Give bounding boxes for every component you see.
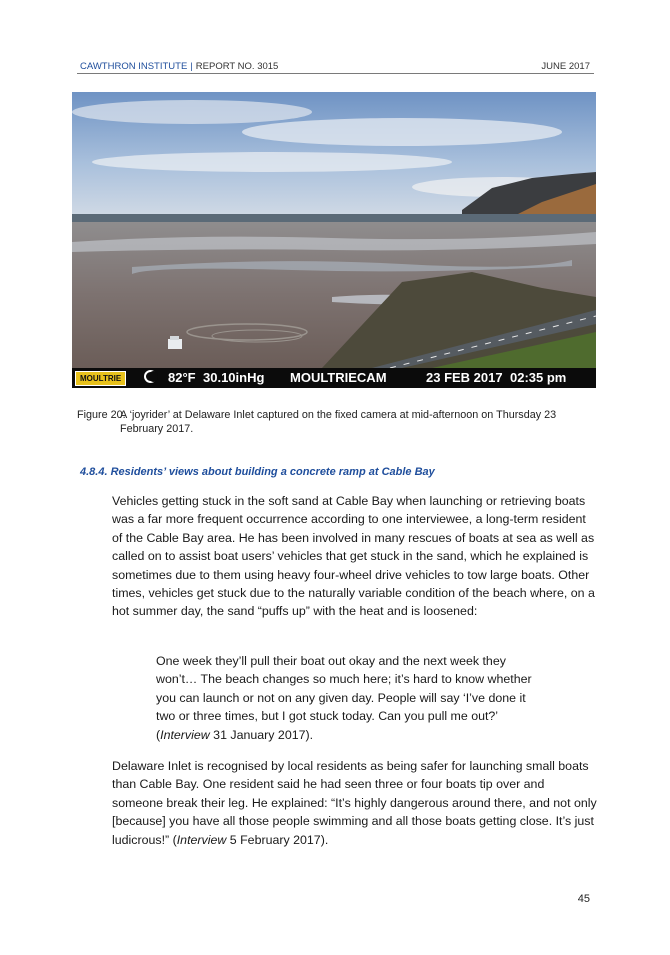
page-number: 45 — [577, 893, 590, 905]
header-separator: | — [190, 61, 193, 72]
figure-photo — [72, 92, 596, 388]
figure-caption-text: A ‘joyrider’ at Delaware Inlet captured on the fixed camera at mid-afternoon on Thursday 23 February 2017. — [120, 409, 557, 435]
quote-text: One week they’ll pull their boat out okay and the next week they won’t… The beach changes so much here; it’s hard to know whether you can launch or not on any given day. People will say ‘I’ve done it two or three times, but I got stuck today. Can you pull me out?’ ( — [156, 654, 532, 742]
header-org: CAWTHRON INSTITUTE — [80, 61, 188, 72]
header-left — [80, 61, 278, 72]
quote-citation-date: 31 January 2017). — [209, 727, 314, 742]
stamp-date: 23 FEB 2017 — [426, 370, 503, 385]
figure-caption — [77, 408, 595, 436]
paragraph-2-text: Delaware Inlet is recognised by local residents as being safer for launching small boats than Cable Bay. One resident said he had seen three or four boats tip over and someone break their leg. He explained: “It’s highly dangerous around there, and not only [because] you have all those people swimming and all those boats getting close. It’s just ludicrous!” ( — [112, 759, 597, 847]
body-paragraph-2 — [112, 757, 598, 849]
stamp-camera-name: MOULTRIECAM — [290, 370, 387, 385]
quote-citation-italic: Interview — [160, 727, 210, 742]
car-shape — [168, 339, 182, 349]
moon-phase-icon — [144, 370, 157, 383]
header-report-number: REPORT NO. 3015 — [195, 61, 279, 72]
stamp-temperature: 82°F — [168, 370, 196, 385]
body-paragraph-1: Vehicles getting stuck in the soft sand at Cable Bay when launching or retrieving boats was a far more frequent occurrence according to one interviewee, a long-term resident of the Cable Bay area. He has been involved in many rescues of boats at sea as well as called on to assist boat users’ vehicles that get stuck in the sand, which he explained is sometimes due to them using heavy four-wheel drive vehicles to tow large boats. Other times, vehicles get stuck due to the naturally variable condition of the beach where, on a hot summer day, the sand “puffs up” with the heat and is loosened: — [112, 494, 595, 619]
estuary-photo-illustration — [72, 92, 596, 388]
moultrie-logo: MOULTRIE — [75, 371, 126, 386]
header-date: JUNE 2017 — [541, 61, 590, 72]
running-header — [77, 61, 594, 74]
block-quote — [156, 652, 536, 744]
section-heading: 4.8.4. Residents’ views about building a concrete ramp at Cable Bay — [80, 466, 435, 478]
paragraph-2-citation-date: 5 February 2017). — [226, 832, 329, 847]
paragraph-2-citation-italic: Interview — [176, 832, 227, 847]
figure-number: Figure 20. — [77, 409, 126, 421]
stamp-pressure: 30.10inHg — [203, 370, 265, 385]
camera-data-strip — [72, 368, 596, 388]
stamp-time: 02:35 pm — [510, 370, 567, 385]
